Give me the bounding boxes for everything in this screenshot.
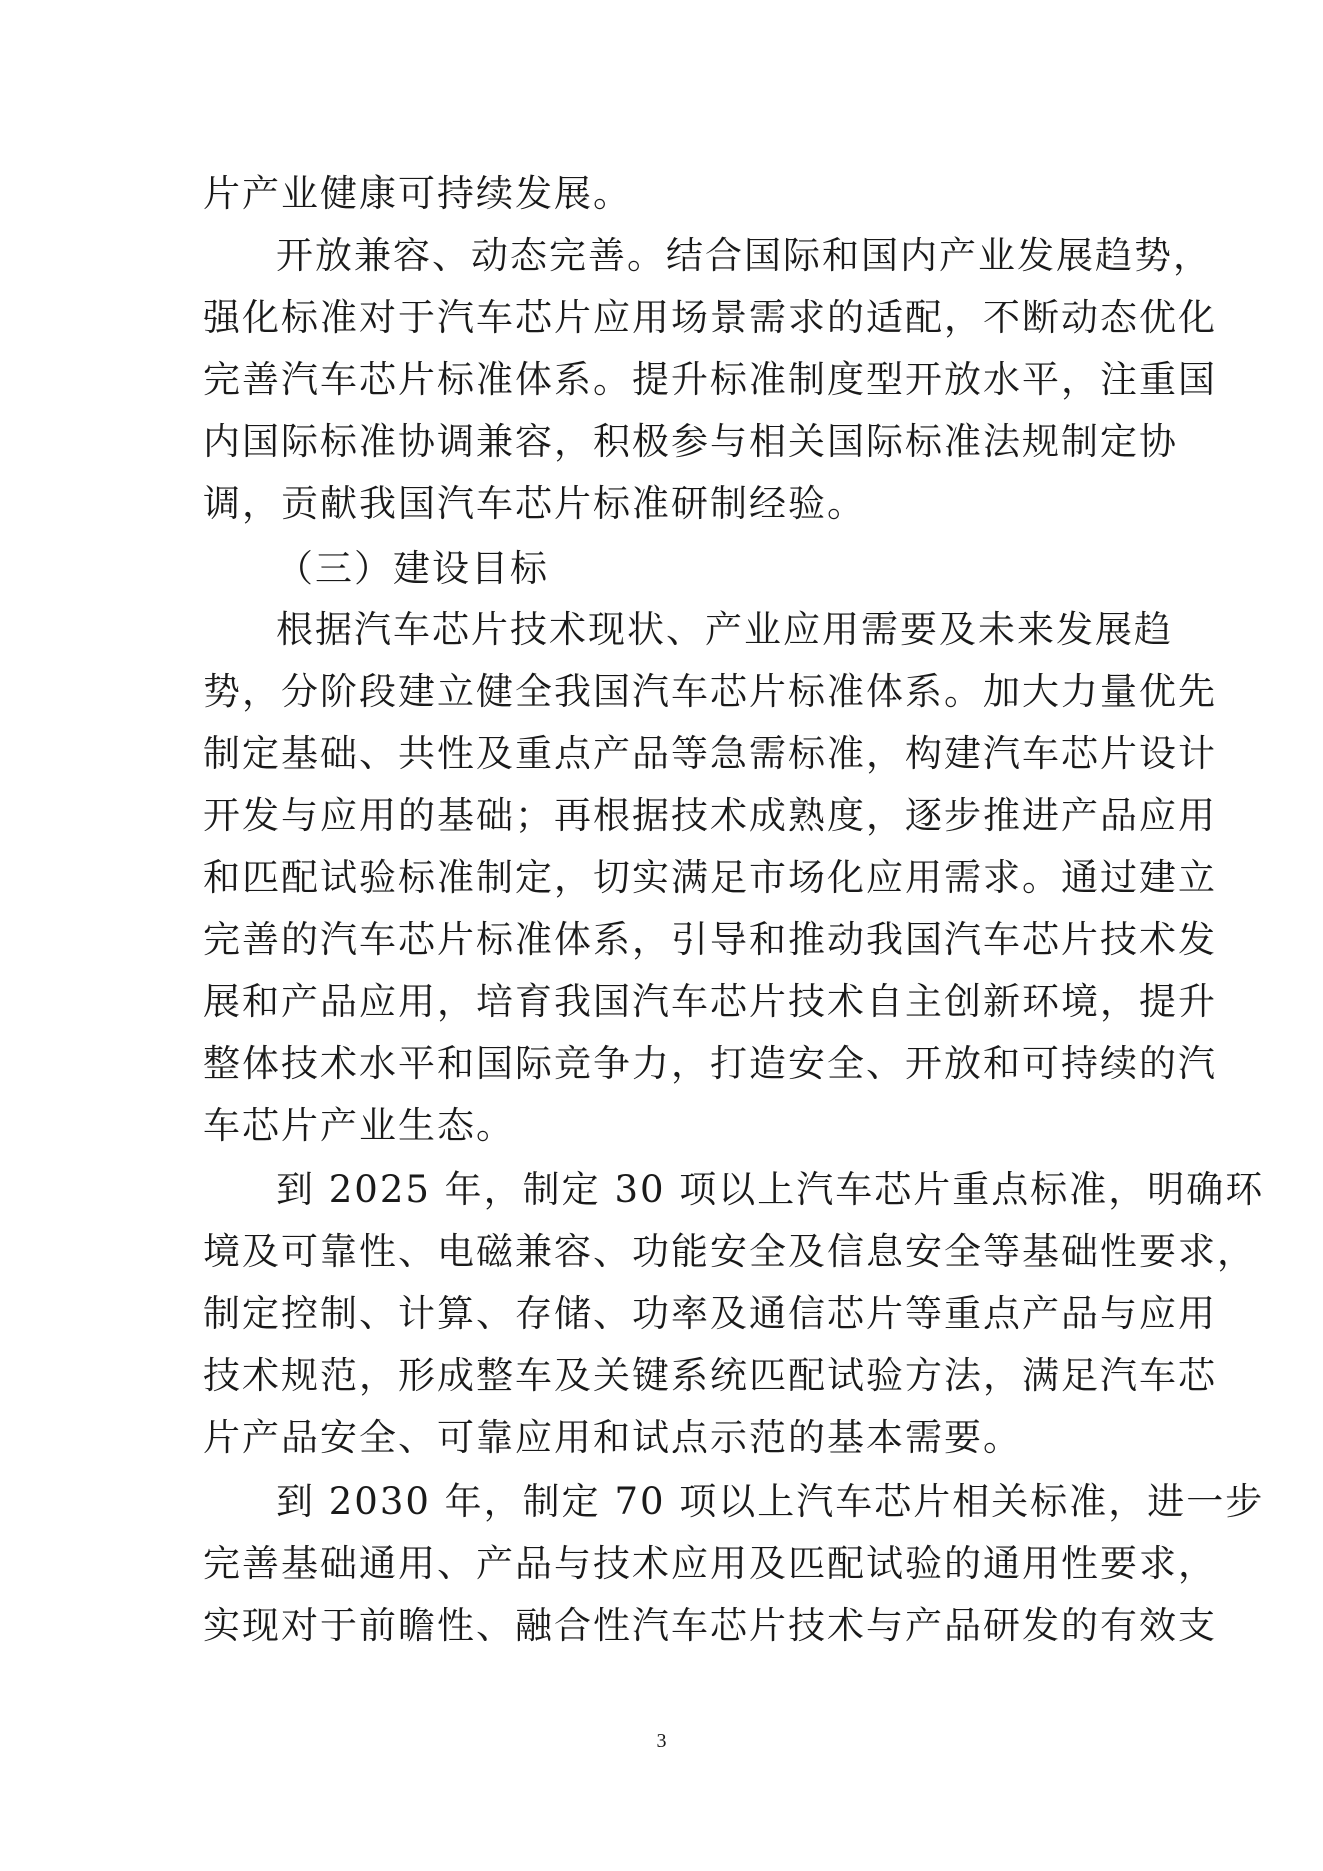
body-text-line: 境及可靠性、电磁兼容、功能安全及信息安全等基础性要求， [203, 1230, 1256, 1273]
body-text-line: 完善汽车芯片标准体系。提升标准制度型开放水平，注重国 [203, 358, 1217, 401]
body-text-line: 展和产品应用，培育我国汽车芯片技术自主创新环境，提升 [203, 980, 1217, 1023]
page-number: 3 [656, 1730, 667, 1752]
body-text-line: 片产品安全、可靠应用和试点示范的基本需要。 [203, 1416, 1022, 1459]
body-text-line: 完善的汽车芯片标准体系，引导和推动我国汽车芯片技术发 [203, 918, 1217, 961]
body-text-line: 到 2025 年，制定 30 项以上汽车芯片重点标准，明确环 [276, 1168, 1265, 1211]
body-text-line: 调，贡献我国汽车芯片标准研制经验。 [203, 482, 866, 525]
paragraph-heading-line: 开放兼容、动态完善。结合国际和国内产业发展趋势， [276, 234, 1212, 277]
body-text-line: 到 2030 年，制定 70 项以上汽车芯片相关标准，进一步 [276, 1480, 1265, 1523]
body-text-line: 实现对于前瞻性、融合性汽车芯片技术与产品研发的有效支 [203, 1604, 1217, 1647]
body-text-line: 内国际标准协调兼容，积极参与相关国际标准法规制定协 [203, 420, 1178, 463]
body-text-line: 制定控制、计算、存储、功率及通信芯片等重点产品与应用 [203, 1292, 1217, 1335]
body-text-line: 势，分阶段建立健全我国汽车芯片标准体系。加大力量优先 [203, 670, 1217, 713]
body-text-line: 整体技术水平和国际竞争力，打造安全、开放和可持续的汽 [203, 1042, 1217, 1085]
body-text-line: 开发与应用的基础；再根据技术成熟度，逐步推进产品应用 [203, 794, 1217, 837]
body-text-line: 强化标准对于汽车芯片应用场景需求的适配，不断动态优化 [203, 296, 1217, 339]
section-heading: （三）建设目标 [276, 547, 549, 590]
body-text-line: 根据汽车芯片技术现状、产业应用需要及未来发展趋 [276, 608, 1173, 651]
body-text-line: 完善基础通用、产品与技术应用及匹配试验的通用性要求， [203, 1542, 1217, 1585]
body-text-line: 车芯片产业生态。 [203, 1104, 515, 1147]
body-text-line: 技术规范，形成整车及关键系统匹配试验方法，满足汽车芯 [203, 1354, 1217, 1397]
body-text-line: 制定基础、共性及重点产品等急需标准，构建汽车芯片设计 [203, 732, 1217, 775]
body-text-line: 片产业健康可持续发展。 [203, 172, 632, 215]
body-text-line: 和匹配试验标准制定，切实满足市场化应用需求。通过建立 [203, 856, 1217, 899]
